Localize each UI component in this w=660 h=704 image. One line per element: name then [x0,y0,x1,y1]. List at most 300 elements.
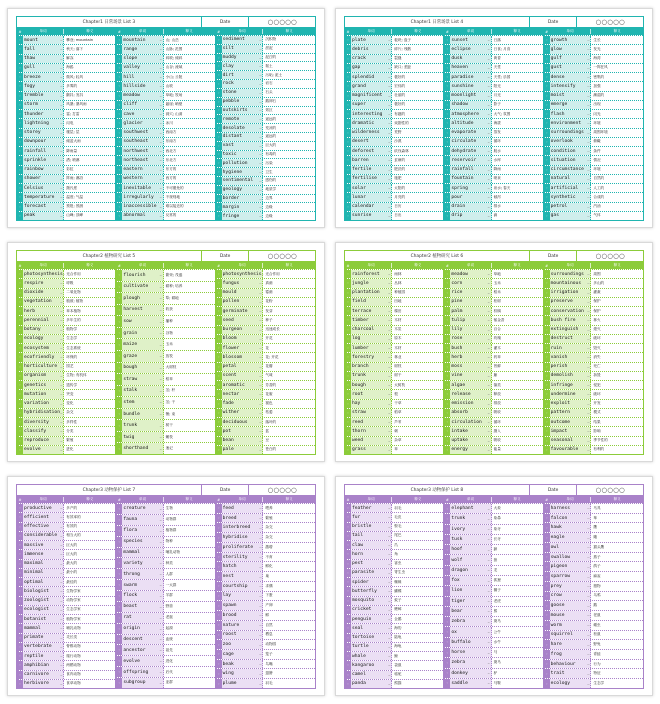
row-checkbox[interactable]: ◦ [544,45,550,53]
row-checkbox[interactable]: ◦ [17,129,23,137]
row-checkbox[interactable]: ◦ [116,635,122,645]
row-checkbox[interactable]: ◦ [544,166,550,174]
row-checkbox[interactable]: ◦ [216,582,222,591]
row-checkbox[interactable]: ◦ [544,203,550,211]
row-checkbox[interactable]: ◦ [17,587,23,595]
row-checkbox[interactable]: ◦ [444,638,450,647]
row-checkbox[interactable]: ◦ [345,316,351,324]
row-checkbox[interactable]: ◦ [345,289,351,297]
row-checkbox[interactable]: ◦ [345,270,351,278]
row-checkbox[interactable]: ◦ [444,203,450,211]
row-checkbox[interactable]: ◦ [17,138,23,146]
row-checkbox[interactable]: ◦ [444,82,450,90]
row-checkbox[interactable]: ◦ [116,537,122,547]
row-checkbox[interactable]: ◦ [544,279,550,287]
row-checkbox[interactable]: ◦ [345,147,351,155]
row-checkbox[interactable]: ◦ [544,193,550,201]
row-checkbox[interactable]: ◦ [444,372,450,380]
row-checkbox[interactable]: ◦ [216,177,222,185]
row-checkbox[interactable]: ◦ [216,601,222,610]
row-checkbox[interactable]: ◦ [345,82,351,90]
row-checkbox[interactable]: ◦ [116,282,122,293]
row-checkbox[interactable]: ◦ [17,353,23,361]
row-checkbox[interactable]: ◦ [116,82,122,90]
row-checkbox[interactable]: ◦ [17,156,23,164]
row-checkbox[interactable]: ◦ [444,64,450,72]
row-checkbox[interactable]: ◦ [17,560,23,568]
row-checkbox[interactable]: ◦ [216,446,222,454]
row-checkbox[interactable]: ◦ [345,523,351,531]
row-checkbox[interactable]: ◦ [116,374,122,385]
row-checkbox[interactable]: ◦ [216,553,222,562]
sheet-list-6[interactable] [335,242,653,462]
row-checkbox[interactable]: ◦ [216,159,222,167]
row-checkbox[interactable]: ◦ [17,437,23,445]
row-checkbox[interactable]: ◦ [216,344,222,352]
row-checkbox[interactable]: ◦ [17,578,23,586]
sheet-list-5[interactable] [7,242,325,462]
row-checkbox[interactable]: ◦ [216,289,222,297]
row-checkbox[interactable]: ◦ [444,437,450,445]
row-checkbox[interactable]: ◦ [216,427,222,435]
row-checkbox[interactable]: ◦ [544,390,550,398]
row-checkbox[interactable]: ◦ [345,597,351,605]
row-checkbox[interactable]: ◦ [216,437,222,445]
row-checkbox[interactable]: ◦ [116,580,122,590]
row-checkbox[interactable]: ◦ [17,427,23,435]
row-checkbox[interactable]: ◦ [17,36,23,44]
row-checkbox[interactable]: ◦ [17,344,23,352]
row-checkbox[interactable]: ◦ [17,166,23,174]
row-checkbox[interactable]: ◦ [345,587,351,595]
row-checkbox[interactable]: ◦ [444,166,450,174]
row-checkbox[interactable]: ◦ [444,193,450,201]
row-checkbox[interactable]: ◦ [444,138,450,146]
row-checkbox[interactable]: ◦ [116,73,122,81]
row-checkbox[interactable]: ◦ [444,669,450,678]
row-checkbox[interactable]: ◦ [544,660,550,669]
row-checkbox[interactable]: ◦ [544,640,550,649]
row-checkbox[interactable]: ◦ [116,591,122,601]
row-checkbox[interactable]: ◦ [345,606,351,614]
row-checkbox[interactable]: ◦ [116,363,122,374]
row-checkbox[interactable]: ◦ [216,107,222,115]
row-checkbox[interactable]: ◦ [345,45,351,53]
row-checkbox[interactable]: ◦ [544,562,550,571]
row-checkbox[interactable]: ◦ [444,648,450,657]
row-checkbox[interactable]: ◦ [116,110,122,118]
row-checkbox[interactable]: ◦ [216,133,222,141]
row-checkbox[interactable]: ◦ [17,298,23,306]
row-checkbox[interactable]: ◦ [345,279,351,287]
row-checkbox[interactable]: ◦ [544,437,550,445]
row-checkbox[interactable]: ◦ [345,335,351,343]
row-checkbox[interactable]: ◦ [116,184,122,192]
row-checkbox[interactable]: ◦ [544,326,550,334]
row-checkbox[interactable]: ◦ [116,656,122,666]
row-checkbox[interactable]: ◦ [17,372,23,380]
row-checkbox[interactable]: ◦ [544,129,550,137]
rating-circles[interactable]: ○○○○○ [595,252,625,260]
row-checkbox[interactable]: ◦ [216,353,222,361]
row-checkbox[interactable]: ◦ [116,351,122,362]
row-checkbox[interactable]: ◦ [216,62,222,70]
row-checkbox[interactable]: ◦ [116,193,122,201]
row-checkbox[interactable]: ◦ [444,110,450,118]
row-checkbox[interactable]: ◦ [544,400,550,408]
row-checkbox[interactable]: ◦ [216,98,222,106]
row-checkbox[interactable]: ◦ [17,446,23,454]
row-checkbox[interactable]: ◦ [216,203,222,211]
row-checkbox[interactable]: ◦ [444,586,450,595]
row-checkbox[interactable]: ◦ [17,335,23,343]
row-checkbox[interactable]: ◦ [216,372,222,380]
row-checkbox[interactable]: ◦ [116,386,122,397]
row-checkbox[interactable]: ◦ [17,513,23,521]
row-checkbox[interactable]: ◦ [116,397,122,408]
row-checkbox[interactable]: ◦ [345,36,351,44]
row-checkbox[interactable]: ◦ [444,363,450,371]
row-checkbox[interactable]: ◦ [345,381,351,389]
row-checkbox[interactable]: ◦ [544,514,550,523]
row-checkbox[interactable]: ◦ [17,270,23,278]
row-checkbox[interactable]: ◦ [544,270,550,278]
row-checkbox[interactable]: ◦ [216,409,222,417]
row-checkbox[interactable]: ◦ [17,418,23,426]
row-checkbox[interactable]: ◦ [345,661,351,669]
row-checkbox[interactable]: ◦ [544,344,550,352]
row-checkbox[interactable]: ◦ [444,597,450,606]
row-checkbox[interactable]: ◦ [444,409,450,417]
row-checkbox[interactable]: ◦ [444,627,450,636]
row-checkbox[interactable]: ◦ [544,101,550,109]
row-checkbox[interactable]: ◦ [444,446,450,454]
row-checkbox[interactable]: ◦ [444,555,450,564]
row-checkbox[interactable]: ◦ [17,212,23,220]
row-checkbox[interactable]: ◦ [544,64,550,72]
row-checkbox[interactable]: ◦ [544,669,550,678]
row-checkbox[interactable]: ◦ [345,156,351,164]
row-checkbox[interactable]: ◦ [116,156,122,164]
row-checkbox[interactable]: ◦ [116,558,122,568]
row-checkbox[interactable]: ◦ [116,645,122,655]
row-checkbox[interactable]: ◦ [444,45,450,53]
row-checkbox[interactable]: ◦ [17,661,23,669]
sheet-list-3[interactable] [7,8,325,228]
row-checkbox[interactable]: ◦ [444,427,450,435]
row-checkbox[interactable]: ◦ [17,381,23,389]
rating-circles[interactable]: ○○○○○ [267,252,297,260]
row-checkbox[interactable]: ◦ [544,110,550,118]
row-checkbox[interactable]: ◦ [444,279,450,287]
row-checkbox[interactable]: ◦ [345,390,351,398]
row-checkbox[interactable]: ◦ [116,548,122,558]
row-checkbox[interactable]: ◦ [17,532,23,540]
row-checkbox[interactable]: ◦ [216,124,222,132]
row-checkbox[interactable]: ◦ [216,71,222,79]
row-checkbox[interactable]: ◦ [345,513,351,521]
row-checkbox[interactable]: ◦ [444,566,450,575]
row-checkbox[interactable]: ◦ [216,80,222,88]
row-checkbox[interactable]: ◦ [345,680,351,688]
row-checkbox[interactable]: ◦ [444,101,450,109]
row-checkbox[interactable]: ◦ [544,631,550,640]
row-checkbox[interactable]: ◦ [544,82,550,90]
row-checkbox[interactable]: ◦ [216,142,222,150]
row-checkbox[interactable]: ◦ [116,613,122,623]
row-checkbox[interactable]: ◦ [345,504,351,512]
row-checkbox[interactable]: ◦ [345,212,351,220]
row-checkbox[interactable]: ◦ [216,621,222,630]
row-checkbox[interactable]: ◦ [216,533,222,542]
row-checkbox[interactable]: ◦ [116,328,122,339]
row-checkbox[interactable]: ◦ [116,36,122,44]
row-checkbox[interactable]: ◦ [345,101,351,109]
row-checkbox[interactable]: ◦ [17,92,23,100]
row-checkbox[interactable]: ◦ [216,514,222,523]
row-checkbox[interactable]: ◦ [345,652,351,660]
row-checkbox[interactable]: ◦ [544,184,550,192]
row-checkbox[interactable]: ◦ [544,601,550,610]
row-checkbox[interactable]: ◦ [216,562,222,571]
row-checkbox[interactable]: ◦ [444,418,450,426]
row-checkbox[interactable]: ◦ [17,671,23,679]
row-checkbox[interactable]: ◦ [17,101,23,109]
row-checkbox[interactable]: ◦ [544,418,550,426]
row-checkbox[interactable]: ◦ [444,212,450,220]
row-checkbox[interactable]: ◦ [116,45,122,53]
row-checkbox[interactable]: ◦ [345,307,351,315]
row-checkbox[interactable]: ◦ [116,504,122,514]
row-checkbox[interactable]: ◦ [216,611,222,620]
row-checkbox[interactable]: ◦ [216,326,222,334]
row-checkbox[interactable]: ◦ [17,634,23,642]
row-checkbox[interactable]: ◦ [345,409,351,417]
row-checkbox[interactable]: ◦ [345,400,351,408]
row-checkbox[interactable]: ◦ [444,390,450,398]
row-checkbox[interactable]: ◦ [216,212,222,220]
row-checkbox[interactable]: ◦ [17,119,23,127]
row-checkbox[interactable]: ◦ [544,409,550,417]
row-checkbox[interactable]: ◦ [216,543,222,552]
row-checkbox[interactable]: ◦ [17,597,23,605]
row-checkbox[interactable]: ◦ [544,679,550,688]
row-checkbox[interactable]: ◦ [544,427,550,435]
row-checkbox[interactable]: ◦ [116,420,122,431]
row-checkbox[interactable]: ◦ [345,550,351,558]
row-checkbox[interactable]: ◦ [216,660,222,669]
row-checkbox[interactable]: ◦ [17,550,23,558]
row-checkbox[interactable]: ◦ [544,289,550,297]
row-checkbox[interactable]: ◦ [116,138,122,146]
row-checkbox[interactable]: ◦ [544,119,550,127]
row-checkbox[interactable]: ◦ [116,129,122,137]
row-checkbox[interactable]: ◦ [17,110,23,118]
row-checkbox[interactable]: ◦ [444,73,450,81]
row-checkbox[interactable]: ◦ [17,184,23,192]
row-checkbox[interactable]: ◦ [216,679,222,688]
row-checkbox[interactable]: ◦ [345,326,351,334]
row-checkbox[interactable]: ◦ [444,679,450,688]
row-checkbox[interactable]: ◦ [17,390,23,398]
row-checkbox[interactable]: ◦ [444,617,450,626]
row-checkbox[interactable]: ◦ [544,353,550,361]
row-checkbox[interactable]: ◦ [116,293,122,304]
row-checkbox[interactable]: ◦ [544,73,550,81]
row-checkbox[interactable]: ◦ [444,545,450,554]
row-checkbox[interactable]: ◦ [345,119,351,127]
row-checkbox[interactable]: ◦ [444,353,450,361]
row-checkbox[interactable]: ◦ [216,36,222,44]
row-checkbox[interactable]: ◦ [17,409,23,417]
row-checkbox[interactable]: ◦ [216,316,222,324]
row-checkbox[interactable]: ◦ [116,432,122,443]
row-checkbox[interactable]: ◦ [216,390,222,398]
row-checkbox[interactable]: ◦ [345,298,351,306]
row-checkbox[interactable]: ◦ [216,54,222,62]
row-checkbox[interactable]: ◦ [544,650,550,659]
row-checkbox[interactable]: ◦ [116,203,122,211]
row-checkbox[interactable]: ◦ [17,643,23,651]
row-checkbox[interactable]: ◦ [116,166,122,174]
row-checkbox[interactable]: ◦ [544,55,550,63]
row-checkbox[interactable]: ◦ [216,168,222,176]
row-checkbox[interactable]: ◦ [216,381,222,389]
row-checkbox[interactable]: ◦ [444,147,450,155]
row-checkbox[interactable]: ◦ [17,504,23,512]
row-checkbox[interactable]: ◦ [444,576,450,585]
row-checkbox[interactable]: ◦ [345,184,351,192]
row-checkbox[interactable]: ◦ [544,212,550,220]
row-checkbox[interactable]: ◦ [216,400,222,408]
row-checkbox[interactable]: ◦ [444,504,450,513]
row-checkbox[interactable]: ◦ [444,289,450,297]
row-checkbox[interactable]: ◦ [216,669,222,678]
row-checkbox[interactable]: ◦ [444,316,450,324]
row-checkbox[interactable]: ◦ [345,372,351,380]
row-checkbox[interactable]: ◦ [544,523,550,532]
row-checkbox[interactable]: ◦ [17,193,23,201]
row-checkbox[interactable]: ◦ [216,572,222,581]
row-checkbox[interactable]: ◦ [116,602,122,612]
row-checkbox[interactable]: ◦ [345,560,351,568]
row-checkbox[interactable]: ◦ [345,634,351,642]
row-checkbox[interactable]: ◦ [544,611,550,620]
row-checkbox[interactable]: ◦ [444,381,450,389]
row-checkbox[interactable]: ◦ [17,316,23,324]
row-checkbox[interactable]: ◦ [345,344,351,352]
row-checkbox[interactable]: ◦ [345,193,351,201]
row-checkbox[interactable]: ◦ [17,73,23,81]
row-checkbox[interactable]: ◦ [444,525,450,534]
row-checkbox[interactable]: ◦ [444,535,450,544]
row-checkbox[interactable]: ◦ [444,298,450,306]
row-checkbox[interactable]: ◦ [345,532,351,540]
row-checkbox[interactable]: ◦ [544,553,550,562]
row-checkbox[interactable]: ◦ [116,270,122,281]
row-checkbox[interactable]: ◦ [17,680,23,688]
row-checkbox[interactable]: ◦ [444,344,450,352]
row-checkbox[interactable]: ◦ [116,147,122,155]
row-checkbox[interactable]: ◦ [444,92,450,100]
row-checkbox[interactable]: ◦ [216,270,222,278]
row-checkbox[interactable]: ◦ [116,515,122,525]
row-checkbox[interactable]: ◦ [544,138,550,146]
row-checkbox[interactable]: ◦ [17,64,23,72]
row-checkbox[interactable]: ◦ [444,129,450,137]
row-checkbox[interactable]: ◦ [544,92,550,100]
row-checkbox[interactable]: ◦ [544,372,550,380]
row-checkbox[interactable]: ◦ [216,45,222,53]
sheet-list-8[interactable] [335,476,653,696]
row-checkbox[interactable]: ◦ [444,184,450,192]
row-checkbox[interactable]: ◦ [17,326,23,334]
row-checkbox[interactable]: ◦ [216,115,222,123]
row-checkbox[interactable]: ◦ [345,569,351,577]
row-checkbox[interactable]: ◦ [17,147,23,155]
row-checkbox[interactable]: ◦ [17,175,23,183]
row-checkbox[interactable]: ◦ [116,101,122,109]
row-checkbox[interactable]: ◦ [544,621,550,630]
row-checkbox[interactable]: ◦ [444,156,450,164]
row-checkbox[interactable]: ◦ [444,119,450,127]
row-checkbox[interactable]: ◦ [116,64,122,72]
row-checkbox[interactable]: ◦ [345,55,351,63]
row-checkbox[interactable]: ◦ [17,307,23,315]
row-checkbox[interactable]: ◦ [345,446,351,454]
row-checkbox[interactable]: ◦ [116,119,122,127]
row-checkbox[interactable]: ◦ [444,55,450,63]
row-checkbox[interactable]: ◦ [17,541,23,549]
row-checkbox[interactable]: ◦ [17,523,23,531]
row-checkbox[interactable]: ◦ [216,298,222,306]
row-checkbox[interactable]: ◦ [544,36,550,44]
row-checkbox[interactable]: ◦ [17,652,23,660]
row-checkbox[interactable]: ◦ [116,526,122,536]
row-checkbox[interactable]: ◦ [116,175,122,183]
row-checkbox[interactable]: ◦ [544,156,550,164]
row-checkbox[interactable]: ◦ [116,316,122,327]
row-checkbox[interactable]: ◦ [444,658,450,667]
row-checkbox[interactable]: ◦ [345,363,351,371]
row-checkbox[interactable]: ◦ [345,138,351,146]
row-checkbox[interactable]: ◦ [544,543,550,552]
row-checkbox[interactable]: ◦ [17,203,23,211]
row-checkbox[interactable]: ◦ [116,667,122,677]
row-checkbox[interactable]: ◦ [345,624,351,632]
row-checkbox[interactable]: ◦ [345,166,351,174]
row-checkbox[interactable]: ◦ [216,279,222,287]
row-checkbox[interactable]: ◦ [345,427,351,435]
row-checkbox[interactable]: ◦ [544,335,550,343]
row-checkbox[interactable]: ◦ [216,151,222,159]
rating-circles[interactable]: ○○○○○ [267,486,297,494]
row-checkbox[interactable]: ◦ [216,89,222,97]
row-checkbox[interactable]: ◦ [216,640,222,649]
row-checkbox[interactable]: ◦ [345,92,351,100]
row-checkbox[interactable]: ◦ [216,650,222,659]
row-checkbox[interactable]: ◦ [544,381,550,389]
row-checkbox[interactable]: ◦ [116,339,122,350]
row-checkbox[interactable]: ◦ [116,443,122,454]
rating-circles[interactable]: ○○○○○ [595,486,625,494]
row-checkbox[interactable]: ◦ [345,541,351,549]
rating-circles[interactable]: ○○○○○ [267,18,297,26]
row-checkbox[interactable]: ◦ [216,523,222,532]
row-checkbox[interactable]: ◦ [345,353,351,361]
row-checkbox[interactable]: ◦ [345,437,351,445]
row-checkbox[interactable]: ◦ [345,129,351,137]
